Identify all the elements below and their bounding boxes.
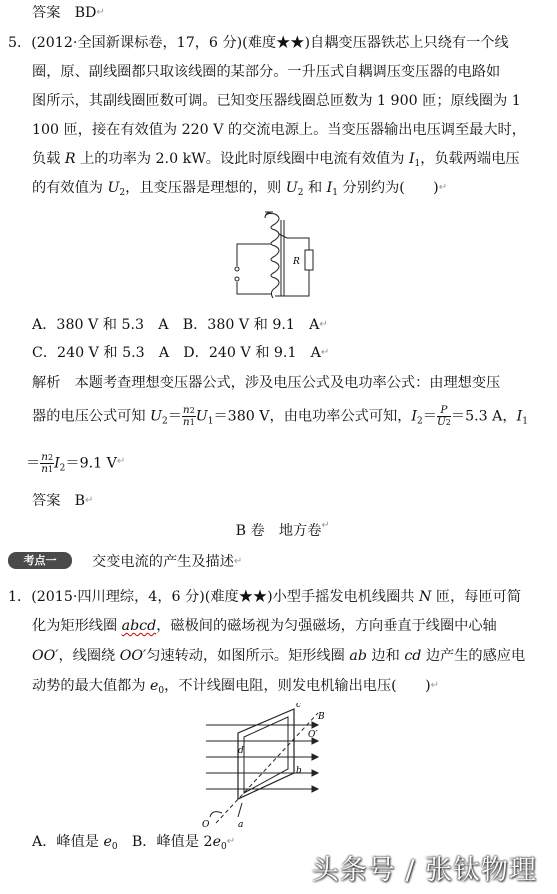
fraction-n2-n1: $\frac{n2}{n1}$ [182,404,195,428]
answer-label: 答案 [32,5,61,21]
analysis-label: 解析 [32,375,61,391]
option-b: B．峰值是 2 [131,834,213,850]
q1-line-2: 化为矩形线圈 abcd，磁极间的磁场视为匀强磁场，方向垂直于线圈中心轴 [32,618,497,634]
option-c: C．240 V 和 5.3 A [32,345,170,361]
field-lines [206,722,318,792]
option-d: D．240 V 和 9.1 A [183,345,321,361]
generator-diagram [198,703,358,833]
option-a: A．380 V 和 5.3 A [32,317,169,333]
fig-label-d: d [238,746,244,756]
q5-source: (2012·全国新课标卷，17，6 分)(难度★★) [31,35,311,51]
topic-badge: 考点一 [8,552,72,569]
option-b: B．380 V 和 9.1 A [182,317,320,333]
fraction-n2-n1-b: $\frac{n2}{n1}$ [41,451,54,475]
transformer-diagram [225,208,335,308]
topic-title: 交变电流的产生及描述 ↵ [92,554,243,570]
analysis-line-3: ＝ $\frac{n2}{n1}$ $I_2=9.1$ V ↵ [26,451,126,475]
q1-options: A．峰值是 $e_0$ B．峰值是 $2e_0$ ↵ [32,834,236,852]
fig-label-c: c [296,703,302,710]
q5-line-2: 圈，原、副线圈都只取该线圈的某部分。一升压式自耦调压变压器的电路如 [32,64,501,80]
fraction-P-U2: $\frac{P}{U2}$ [436,404,451,428]
prev-answer: 答案 BD ↵ [32,5,105,21]
answer-value: B [74,493,86,509]
q5-line-1: 5．(2012·全国新课标卷，17，6 分)(难度★★)自耦变压器铁芯上只绕有一个线 [8,35,509,51]
q5-line-5: 负载 R 上的功率为 2.0 kW。设此时原线圈中电流有效值为 $I_1$，负载两端电压 [32,151,520,169]
watermark: 头条号 / 张钛物理 [311,855,537,886]
answer-label: 答案 [32,493,61,509]
q1-line-1: 1．(2015·四川理综，4，6 分)(难度★★)小型手摇发电机线圈共 N 匝，每匝可简 [8,589,522,605]
q1-line-4: 动势的最大值都为 $e_0$，不计线圈电阻，则发电机输出电压( ) ↵ [32,678,439,696]
analysis-line-2: 器的电压公式可知 $U_2=$ $\frac{n2}{n1}$ $U_1=380$ V，由电功率公式可知，$I_2=$ $\frac{P}{U2}$ ＝5.3 A，$I_1$ [32,404,528,428]
fig-label-B: B [318,712,325,722]
section-title: B 卷 地方卷 ↵ [235,520,330,539]
fig-label-a: a [238,820,244,830]
q5-line-3: 图所示，其副线圈匝数可调。已知变压器线圈总匝数为 1 900 匝；原线圈为 1 [32,93,521,109]
q5-options-ab: A．380 V 和 5.3 A B．380 V 和 9.1 A ↵ [32,317,328,333]
option-a: A．峰值是 [32,834,104,850]
q5-options-cd: C．240 V 和 5.3 A D．240 V 和 9.1 A ↵ [32,345,330,361]
q5-line-4: 100 匝，接在有效值为 220 V 的交流电源上。当变压器输出电压调至最大时， [32,122,526,138]
q1-source: (2015·四川理综，4，6 分)(难度★★) [31,589,273,605]
fig-label-O: O [202,820,210,830]
fig-label-b: b [296,766,302,776]
fig-label-R: R [293,257,300,267]
q5-line-6: 的有效值为 $U_2$，且变压器是理想的，则 $U_2$ 和 $I_1$ 分别约为( ) ↵ [32,180,448,198]
q5-answer: 答案 B ↵ [32,493,94,509]
analysis-line-1: 解析 本题考查理想变压器公式，涉及电压公式及电功率公式：由理想变压 [32,375,501,391]
fig-label-O-prime: O′ [308,730,318,740]
q1-line-3: OO′，线圈绕 OO′匀速转动，如图所示。矩形线圈 ab 边和 cd 边产生的感应电 [32,648,526,664]
answer-value: BD [74,5,97,21]
